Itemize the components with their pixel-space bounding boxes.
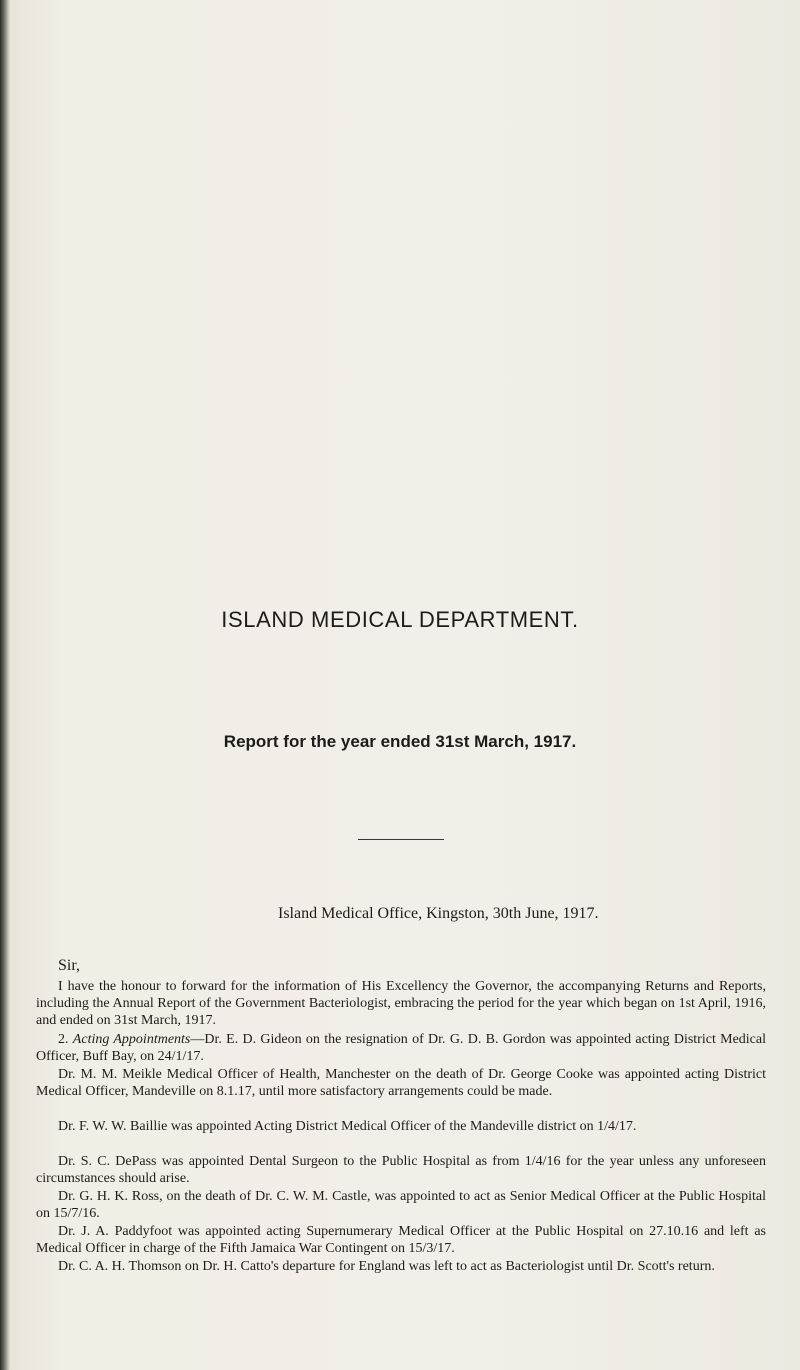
paragraph-number: 2. [58,1032,73,1047]
paragraph-body: —Dr. E. D. Gideon on the resignation of Dr. G. D. B. Gordon was appointed acting District Medical Officer, Buff Bay, on 24/1/17. [36,1032,766,1064]
paragraph-thomson: Dr. C. A. H. Thomson on Dr. H. Catto's departure for England was left to act as Bacteriologist until Dr. Scott's return. [58,1259,715,1274]
salutation: Sir, [58,957,81,974]
paragraph-ross: Dr. G. H. K. Ross, on the death of Dr. C. W. M. Castle, was appointed to act as Senior Medical Officer at the Public Hospital on 15/7/16. [36,1189,766,1221]
paragraph-depass: Dr. S. C. DePass was appointed Dental Surgeon to the Public Hospital as from 1/4/16 for the year unless any unforeseen circumstances should arise. [36,1154,766,1186]
report-subtitle: Report for the year ended 31st March, 1917. [223,732,577,751]
divider-rule [358,839,444,840]
paragraph-paddyfoot: Dr. J. A. Paddyfoot was appointed acting Supernumerary Medical Officer at the Public Hospital on 27.10.16 and left as Medical Officer in charge of the Fifth Jamaica War Contingent on 15/3/17. [36,1224,766,1256]
paragraph-meikle: Dr. M. M. Meikle Medical Officer of Health, Manchester on the death of Dr. George Cooke was appointed acting District Medical Officer, Mandeville on 8.1.17, until more satisfactory arrangements could be made. [36,1067,766,1099]
paragraph-introduction: I have the honour to forward for the information of His Excellency the Governor, the accompanying Returns and Reports, including the Annual Report of the Government Bacteriologist, embracing the period for the year which began on 1st April, 1916, and ended on 31st March, 1917. [36,979,766,1028]
paragraph-baillie: Dr. F. W. W. Baillie was appointed Acting District Medical Officer of the Mandeville district on 1/4/17. [58,1119,637,1134]
dateline: Island Medical Office, Kingston, 30th June, 1917. [278,905,599,922]
paragraph-acting-appointments [36,1031,766,1065]
binding-edge [0,0,10,1370]
section-heading-acting-appointments: Acting Appointments [72,1032,191,1047]
page-title: ISLAND MEDICAL DEPARTMENT. [221,607,579,632]
